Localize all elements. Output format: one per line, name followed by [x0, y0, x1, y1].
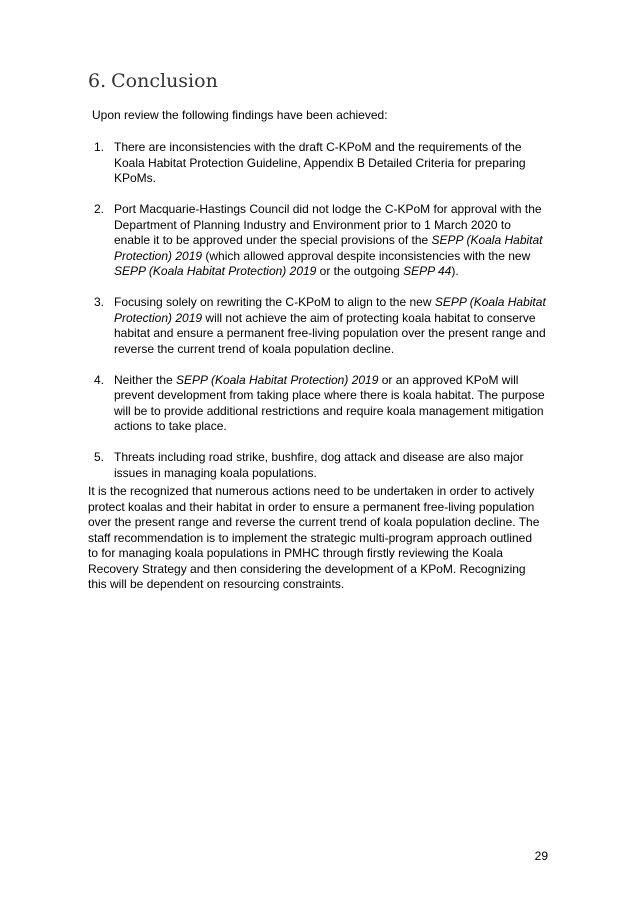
findings-list [88, 140, 558, 497]
text-run: enable it to be approved under the special provisions of the [114, 233, 432, 247]
section-number: 6. [88, 70, 107, 92]
list-marker: 2. [94, 202, 105, 216]
text-line [114, 388, 558, 404]
section-title: Conclusion [111, 70, 218, 92]
text-run: actions to take place. [114, 419, 227, 433]
italic-legislation-title: Protection) 2019 [114, 248, 203, 263]
paragraph-line: to for managing koala populations in PMHC through firstly reviewing the Koala [88, 546, 503, 560]
text-run: issues in managing koala populations. [114, 465, 317, 480]
text-run: will not achieve the aim of protecting koala habitat to conserve [202, 310, 536, 325]
text-line [114, 419, 558, 435]
italic-legislation-title: SEPP (Koala Habitat [431, 233, 543, 247]
finding-item [88, 373, 558, 435]
text-run: Port Macquarie-Hastings Council did not lodge the C-KPoM for approval with the [114, 202, 542, 216]
text-run: Threats including road strike, bushfire, dog attack and disease are also major [114, 450, 524, 464]
text-run: There are inconsistencies with the draft C-KPoM and the requirements of the [114, 140, 522, 154]
text-run: Neither the [114, 372, 177, 387]
text-run: ). [451, 264, 459, 278]
paragraph-line: over the present range and reverse the current trend of koala population decline. The [88, 515, 540, 529]
text-line [114, 156, 558, 172]
text-line [114, 233, 558, 249]
finding-item [88, 295, 558, 357]
list-marker: 3. [94, 295, 105, 309]
text-line [114, 404, 558, 420]
text-run: KPoMs. [114, 171, 157, 185]
text-line [114, 140, 558, 156]
finding-item [88, 140, 558, 187]
text-run: prevent development from taking place where there is koala habitat. The purpose [114, 388, 545, 402]
list-marker: 1. [94, 140, 105, 154]
paragraph-line: this will be dependent on resourcing constraints. [88, 577, 345, 591]
page-number: 29 [534, 849, 548, 863]
text-run: Focusing solely on rewriting the C-KPoM to align to the new [114, 295, 435, 309]
conclusion-paragraph [88, 484, 558, 593]
text-line [114, 373, 558, 389]
text-line [114, 450, 558, 466]
italic-legislation-title: Protection) 2019 [114, 310, 203, 325]
text-run: or the outgoing [316, 264, 404, 278]
text-line [114, 466, 558, 482]
text-line [114, 295, 558, 311]
italic-legislation-title: SEPP (Koala Habitat Protection) 2019 [176, 372, 379, 387]
paragraph-line: protect koalas and their habitat in order to ensure a permanent free-living population [88, 499, 535, 514]
text-line [114, 249, 558, 265]
text-line [114, 311, 558, 327]
text-line [114, 218, 558, 234]
paragraph-line: staff recommendation is to implement the strategic multi-program approach outlined [88, 530, 532, 545]
paragraph-line: Recovery Strategy and then considering the development of a KPoM. Recognizing [88, 561, 526, 576]
text-line [114, 326, 558, 342]
intro-text: Upon review the following findings have been achieved: [92, 108, 388, 122]
italic-legislation-title: SEPP 44 [403, 264, 452, 278]
text-run: Department of Planning Industry and Environment prior to 1 March 2020 to [114, 217, 511, 232]
finding-item [88, 202, 558, 280]
italic-legislation-title: SEPP (Koala Habitat Protection) 2019 [114, 264, 317, 278]
text-run: Koala Habitat Protection Guideline, Appendix B Detailed Criteria for preparing [114, 155, 526, 170]
italic-legislation-title: SEPP (Koala Habitat [434, 295, 546, 309]
paragraph-line: It is the recognized that numerous actions need to be undertaken in order to actively [88, 484, 535, 498]
text-run: or an approved KPoM will [378, 372, 519, 387]
text-run: (which allowed approval despite inconsistencies with the new [202, 248, 531, 263]
text-line [114, 202, 558, 218]
section-heading [88, 70, 218, 92]
finding-item [88, 450, 558, 481]
text-run: reverse the current trend of koala population decline. [114, 341, 395, 356]
list-marker: 5. [94, 450, 105, 464]
text-run: will be to provide additional restrictions and require koala management mitigation [114, 403, 544, 418]
text-line [114, 171, 558, 187]
text-line [114, 264, 558, 280]
text-run: habitat and ensure a permanent free-living population over the present range and [114, 326, 546, 340]
list-marker: 4. [94, 372, 105, 387]
text-line [114, 342, 558, 358]
